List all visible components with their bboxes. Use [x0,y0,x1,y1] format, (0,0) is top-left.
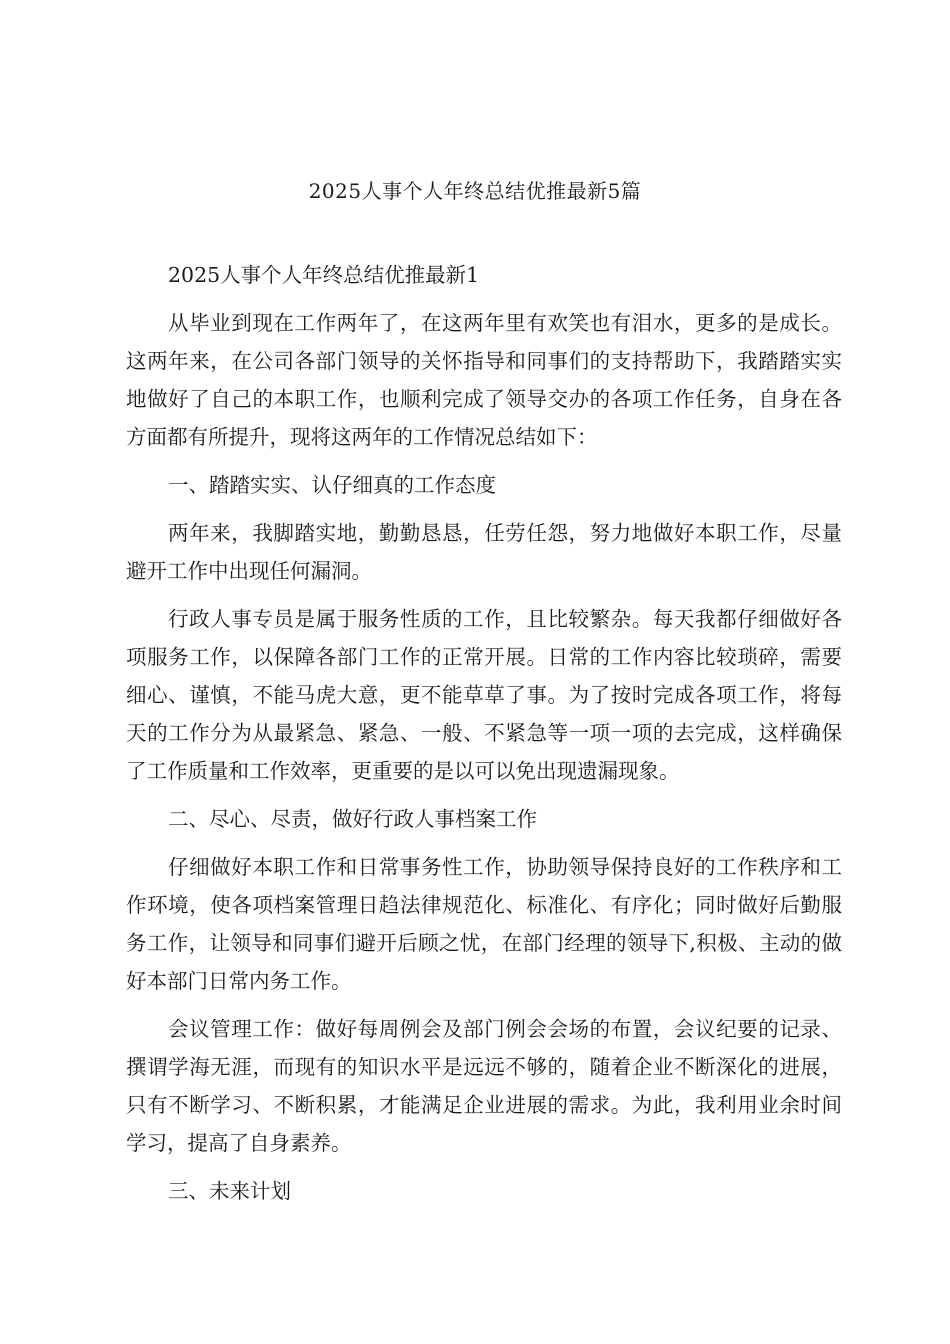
section-heading-2: 二、尽心、尽责，做好行政人事档案工作 [168,807,537,831]
section-heading-1: 一、踏踏实实、认仔细真的工作态度 [168,473,496,497]
document-body [126,256,842,1220]
paragraph: 会议管理工作：做好每周例会及部门例会会场的布置，会议纪要的记录、撰谓学海无涯，而现有的知识水平是远远不够的，随着企业不断深化的进展，只有不断学习、不断积累，才能满足企业进展的需求。为此，我利用业余时间学习，提高了自身素养。 [126,1017,842,1155]
article-subtitle: 2025人事个人年终总结优推最新1 [168,263,480,287]
paragraph: 仔细做好本职工作和日常事务性工作，协助领导保持良好的工作秩序和工作环境，使各项档案管理日趋法律规范化、标准化、有序化；同时做好后勤服务工作，让领导和同事们避开后顾之忧，在部门经理的领导下,积极、主动的做好本部门日常内务工作。 [126,855,842,993]
document-title: 2025人事个人年终总结优推最新5篇 [308,179,642,203]
section-heading-3: 三、未来计划 [168,1179,291,1203]
paragraph: 行政人事专员是属于服务性质的工作，且比较繁杂。每天我都仔细做好各项服务工作，以保障各部门工作的正常开展。日常的工作内容比较琐碎，需要细心、谨慎，不能马虎大意，更不能草草了事。为了按时完成各项工作，将每天的工作分为从最紧急、紧急、一般、不紧急等一项一项的去完成，这样确保了工作质量和工作效率，更重要的是以可以免出现遗漏现象。 [126,607,842,783]
paragraph-intro: 从毕业到现在工作两年了，在这两年里有欢笑也有泪水，更多的是成长。这两年来，在公司各部门领导的关怀指导和同事们的支持帮助下，我踏踏实实地做好了自己的本职工作，也顺利完成了领导交办的各项工作任务，自身在各方面都有所提升，现将这两年的工作情况总结如下： [126,311,842,449]
paragraph: 两年来，我脚踏实地，勤勤恳恳，任劳任怨，努力地做好本职工作，尽量避开工作中出现任何漏洞。 [126,521,842,583]
